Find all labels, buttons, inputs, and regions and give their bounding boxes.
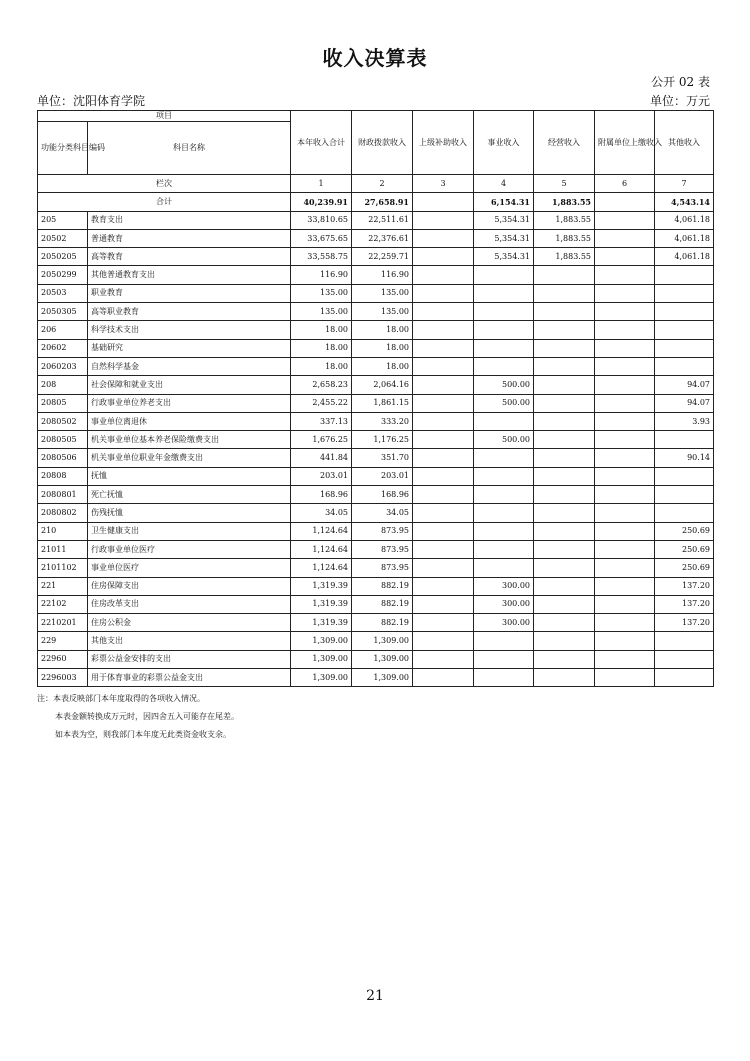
row-value <box>474 412 534 430</box>
row-value <box>413 669 474 687</box>
row-value <box>534 284 595 302</box>
table-row <box>38 449 714 467</box>
row-value <box>534 522 595 540</box>
row-code: 2050205 <box>38 248 88 266</box>
row-value <box>413 303 474 321</box>
row-value: 22,259.71 <box>352 248 413 266</box>
row-value <box>595 522 655 540</box>
row-value <box>413 540 474 558</box>
row-name: 用于体育事业的彩票公益金支出 <box>88 669 291 687</box>
row-value <box>474 504 534 522</box>
row-value <box>595 669 655 687</box>
row-value <box>534 632 595 650</box>
index-num: 6 <box>595 175 655 193</box>
row-value: 18.00 <box>291 357 352 375</box>
row-value: 250.69 <box>655 522 714 540</box>
row-value: 4,061.18 <box>655 229 714 247</box>
row-value <box>655 357 714 375</box>
table-row <box>38 669 714 687</box>
row-value: 203.01 <box>352 467 413 485</box>
row-value <box>595 540 655 558</box>
row-name: 死亡抚恤 <box>88 486 291 504</box>
note-2: 本表金额转换成万元时，因四舍五入可能存在尾差。 <box>55 712 239 721</box>
row-value <box>655 467 714 485</box>
row-code: 210 <box>38 522 88 540</box>
row-value: 34.05 <box>291 504 352 522</box>
row-value <box>655 339 714 357</box>
row-value <box>413 595 474 613</box>
row-value: 137.20 <box>655 614 714 632</box>
row-value: 33,675.65 <box>291 229 352 247</box>
row-code: 20503 <box>38 284 88 302</box>
row-value <box>534 669 595 687</box>
row-code: 2080802 <box>38 504 88 522</box>
table-row <box>38 632 714 650</box>
row-value: 18.00 <box>352 339 413 357</box>
row-value: 22,511.61 <box>352 211 413 229</box>
total-value <box>413 193 474 211</box>
row-value <box>595 449 655 467</box>
row-code: 20602 <box>38 339 88 357</box>
table-row <box>38 412 714 430</box>
page-title: 收入决算表 <box>322 46 428 70</box>
row-value: 250.69 <box>655 540 714 558</box>
row-value: 1,883.55 <box>534 211 595 229</box>
table-row <box>38 266 714 284</box>
row-value <box>595 431 655 449</box>
row-value: 5,354.31 <box>474 229 534 247</box>
row-value <box>595 632 655 650</box>
row-name: 社会保障和就业支出 <box>88 376 291 394</box>
row-value: 3.93 <box>655 412 714 430</box>
row-value <box>474 669 534 687</box>
header-code: 功能分类科目编码 <box>38 122 88 175</box>
row-value <box>595 650 655 668</box>
row-value <box>413 614 474 632</box>
page-number: 21 <box>366 988 384 1004</box>
row-code: 2080505 <box>38 431 88 449</box>
row-value: 1,883.55 <box>534 248 595 266</box>
row-value <box>534 266 595 284</box>
total-label: 合计 <box>38 193 291 211</box>
row-value <box>595 357 655 375</box>
row-value: 500.00 <box>474 394 534 412</box>
table-row <box>38 211 714 229</box>
row-value: 2,064.16 <box>352 376 413 394</box>
row-name: 卫生健康支出 <box>88 522 291 540</box>
row-value <box>413 284 474 302</box>
row-value: 500.00 <box>474 431 534 449</box>
row-code: 2296003 <box>38 669 88 687</box>
row-value: 33,558.75 <box>291 248 352 266</box>
row-value: 1,309.00 <box>352 669 413 687</box>
total-value: 40,239.91 <box>291 193 352 211</box>
row-value <box>413 577 474 595</box>
row-name: 事业单位医疗 <box>88 559 291 577</box>
row-name: 伤残抚恤 <box>88 504 291 522</box>
row-name: 高等职业教育 <box>88 303 291 321</box>
row-name: 抚恤 <box>88 467 291 485</box>
row-value: 116.90 <box>291 266 352 284</box>
table-row <box>38 303 714 321</box>
row-value <box>413 467 474 485</box>
header-row-project <box>38 111 714 122</box>
row-value: 137.20 <box>655 595 714 613</box>
income-table <box>37 110 714 687</box>
currency-unit: 单位：万元 <box>649 94 710 108</box>
row-value <box>474 650 534 668</box>
row-value <box>413 266 474 284</box>
row-value: 135.00 <box>352 303 413 321</box>
row-value <box>655 650 714 668</box>
row-name: 机关事业单位职业年金缴费支出 <box>88 449 291 467</box>
row-name: 机关事业单位基本养老保险缴费支出 <box>88 431 291 449</box>
row-name: 住房保障支出 <box>88 577 291 595</box>
table-row <box>38 321 714 339</box>
row-value: 300.00 <box>474 595 534 613</box>
row-value <box>595 467 655 485</box>
row-value <box>534 467 595 485</box>
row-value: 441.84 <box>291 449 352 467</box>
row-value: 882.19 <box>352 595 413 613</box>
row-value: 873.95 <box>352 522 413 540</box>
row-value: 1,309.00 <box>291 669 352 687</box>
row-value <box>413 248 474 266</box>
row-value: 2,658.23 <box>291 376 352 394</box>
row-code: 20808 <box>38 467 88 485</box>
total-value: 6,154.31 <box>474 193 534 211</box>
total-value <box>595 193 655 211</box>
row-value: 1,319.39 <box>291 614 352 632</box>
row-code: 2080506 <box>38 449 88 467</box>
row-value <box>655 284 714 302</box>
header-col-1: 本年收入合计 <box>291 111 352 175</box>
row-value <box>413 376 474 394</box>
header-col-3: 上级补助收入 <box>413 111 474 175</box>
row-value <box>534 650 595 668</box>
row-value <box>534 431 595 449</box>
row-name: 行政事业单位养老支出 <box>88 394 291 412</box>
row-value: 1,309.00 <box>291 650 352 668</box>
row-value: 873.95 <box>352 540 413 558</box>
row-value: 18.00 <box>352 321 413 339</box>
row-value <box>413 321 474 339</box>
row-code: 2101102 <box>38 559 88 577</box>
row-value <box>595 376 655 394</box>
row-value: 1,124.64 <box>291 559 352 577</box>
row-name: 职业教育 <box>88 284 291 302</box>
row-code: 208 <box>38 376 88 394</box>
total-value: 27,658.91 <box>352 193 413 211</box>
row-code: 2060203 <box>38 357 88 375</box>
row-value <box>534 376 595 394</box>
row-value <box>413 632 474 650</box>
row-value <box>413 357 474 375</box>
row-value <box>595 229 655 247</box>
row-code: 2080801 <box>38 486 88 504</box>
row-value <box>534 504 595 522</box>
row-value <box>595 394 655 412</box>
index-num: 1 <box>291 175 352 193</box>
row-value: 1,319.39 <box>291 595 352 613</box>
row-code: 21011 <box>38 540 88 558</box>
row-value <box>534 577 595 595</box>
row-code: 20805 <box>38 394 88 412</box>
row-value: 1,861.15 <box>352 394 413 412</box>
table-row <box>38 614 714 632</box>
row-value <box>534 595 595 613</box>
table-row <box>38 394 714 412</box>
row-value <box>534 339 595 357</box>
row-value: 135.00 <box>291 284 352 302</box>
row-value <box>413 650 474 668</box>
row-value <box>413 211 474 229</box>
row-value <box>534 357 595 375</box>
row-value: 333.20 <box>352 412 413 430</box>
row-value <box>474 449 534 467</box>
table-row <box>38 248 714 266</box>
row-value: 882.19 <box>352 577 413 595</box>
index-row <box>38 175 714 193</box>
row-value <box>413 522 474 540</box>
row-value <box>534 303 595 321</box>
row-value <box>474 540 534 558</box>
row-value <box>655 504 714 522</box>
row-value: 4,061.18 <box>655 211 714 229</box>
row-value <box>534 321 595 339</box>
total-value: 4,543.14 <box>655 193 714 211</box>
row-value: 1,124.64 <box>291 522 352 540</box>
row-value: 1,676.25 <box>291 431 352 449</box>
row-value: 882.19 <box>352 614 413 632</box>
row-value <box>595 266 655 284</box>
row-value: 250.69 <box>655 559 714 577</box>
row-value: 135.00 <box>352 284 413 302</box>
row-value: 1,883.55 <box>534 229 595 247</box>
row-value <box>474 632 534 650</box>
row-value <box>413 394 474 412</box>
index-num: 2 <box>352 175 413 193</box>
row-value: 116.90 <box>352 266 413 284</box>
row-name: 其他普通教育支出 <box>88 266 291 284</box>
row-value: 135.00 <box>291 303 352 321</box>
row-name: 行政事业单位医疗 <box>88 540 291 558</box>
note-1: 注：本表反映部门本年度取得的各项收入情况。 <box>37 694 205 703</box>
row-value <box>413 339 474 357</box>
row-value <box>595 595 655 613</box>
row-code: 2080502 <box>38 412 88 430</box>
table-row <box>38 650 714 668</box>
row-code: 22102 <box>38 595 88 613</box>
row-value: 300.00 <box>474 614 534 632</box>
row-code: 2050305 <box>38 303 88 321</box>
row-value: 337.13 <box>291 412 352 430</box>
row-value: 1,124.64 <box>291 540 352 558</box>
header-col-5: 经营收入 <box>534 111 595 175</box>
row-code: 20502 <box>38 229 88 247</box>
table-row <box>38 357 714 375</box>
row-value <box>413 431 474 449</box>
total-value: 1,883.55 <box>534 193 595 211</box>
row-value: 2,455.22 <box>291 394 352 412</box>
row-name: 基础研究 <box>88 339 291 357</box>
row-value: 1,319.39 <box>291 577 352 595</box>
row-value <box>534 412 595 430</box>
row-value: 4,061.18 <box>655 248 714 266</box>
row-value <box>655 431 714 449</box>
row-code: 229 <box>38 632 88 650</box>
table-row <box>38 376 714 394</box>
row-value: 1,176.25 <box>352 431 413 449</box>
row-code: 221 <box>38 577 88 595</box>
row-name: 高等教育 <box>88 248 291 266</box>
row-value <box>474 522 534 540</box>
row-value <box>595 614 655 632</box>
index-num: 3 <box>413 175 474 193</box>
row-value <box>474 467 534 485</box>
row-value: 5,354.31 <box>474 248 534 266</box>
table-row <box>38 577 714 595</box>
row-value: 1,309.00 <box>352 650 413 668</box>
row-value <box>655 669 714 687</box>
row-value <box>534 486 595 504</box>
row-value <box>413 449 474 467</box>
row-value <box>534 540 595 558</box>
row-value <box>595 284 655 302</box>
row-value <box>534 614 595 632</box>
table-row <box>38 467 714 485</box>
row-value <box>655 486 714 504</box>
row-value: 300.00 <box>474 577 534 595</box>
row-value <box>595 559 655 577</box>
row-value: 1,309.00 <box>291 632 352 650</box>
form-number: 公开 02 表 <box>651 75 710 89</box>
row-value: 500.00 <box>474 376 534 394</box>
row-value: 5,354.31 <box>474 211 534 229</box>
row-value <box>655 266 714 284</box>
row-value: 94.07 <box>655 394 714 412</box>
row-value: 34.05 <box>352 504 413 522</box>
row-code: 2050299 <box>38 266 88 284</box>
header-col-4: 事业收入 <box>474 111 534 175</box>
table-row <box>38 431 714 449</box>
row-value: 94.07 <box>655 376 714 394</box>
row-value <box>474 303 534 321</box>
row-name: 科学技术支出 <box>88 321 291 339</box>
row-name: 住房公积金 <box>88 614 291 632</box>
row-name: 其他支出 <box>88 632 291 650</box>
row-value <box>413 229 474 247</box>
header-col-2: 财政拨款收入 <box>352 111 413 175</box>
row-name: 事业单位离退休 <box>88 412 291 430</box>
row-value <box>655 632 714 650</box>
row-value <box>655 321 714 339</box>
header-col-7: 其他收入 <box>655 111 714 175</box>
row-value <box>595 504 655 522</box>
row-value: 168.96 <box>352 486 413 504</box>
row-value <box>413 486 474 504</box>
row-name: 住房改革支出 <box>88 595 291 613</box>
row-value: 18.00 <box>291 339 352 357</box>
row-value <box>595 486 655 504</box>
row-name: 自然科学基金 <box>88 357 291 375</box>
row-value <box>474 486 534 504</box>
row-code: 205 <box>38 211 88 229</box>
row-value <box>595 248 655 266</box>
table-row <box>38 339 714 357</box>
row-value <box>595 303 655 321</box>
row-value <box>413 504 474 522</box>
row-value <box>474 321 534 339</box>
row-value: 203.01 <box>291 467 352 485</box>
row-value: 18.00 <box>291 321 352 339</box>
note-3: 如本表为空，则我部门本年度无此类资金收支余。 <box>55 730 231 739</box>
row-value: 90.14 <box>655 449 714 467</box>
row-code: 2210201 <box>38 614 88 632</box>
row-value <box>474 339 534 357</box>
header-name: 科目名称 <box>88 122 291 175</box>
row-value: 18.00 <box>352 357 413 375</box>
row-value <box>474 559 534 577</box>
header-project: 项目 <box>38 111 291 122</box>
table-row <box>38 486 714 504</box>
row-value <box>534 449 595 467</box>
row-value: 22,376.61 <box>352 229 413 247</box>
row-value: 137.20 <box>655 577 714 595</box>
table-row <box>38 229 714 247</box>
header-col-6: 附属单位上缴收入 <box>595 111 655 175</box>
row-name: 教育支出 <box>88 211 291 229</box>
row-code: 206 <box>38 321 88 339</box>
row-value <box>534 394 595 412</box>
row-value <box>655 303 714 321</box>
index-label: 栏次 <box>38 175 291 193</box>
row-value <box>595 321 655 339</box>
index-num: 5 <box>534 175 595 193</box>
total-row <box>38 193 714 211</box>
row-value: 873.95 <box>352 559 413 577</box>
row-value <box>413 412 474 430</box>
row-value: 33,810.65 <box>291 211 352 229</box>
row-value <box>534 559 595 577</box>
row-name: 普通教育 <box>88 229 291 247</box>
row-value: 168.96 <box>291 486 352 504</box>
table-row <box>38 540 714 558</box>
table-row <box>38 522 714 540</box>
row-value <box>474 266 534 284</box>
row-value <box>595 577 655 595</box>
index-num: 7 <box>655 175 714 193</box>
row-value <box>595 339 655 357</box>
table-row <box>38 595 714 613</box>
row-name: 彩票公益金安排的支出 <box>88 650 291 668</box>
row-value: 1,309.00 <box>352 632 413 650</box>
row-value: 351.70 <box>352 449 413 467</box>
row-value <box>474 284 534 302</box>
notes <box>37 690 239 744</box>
table-row <box>38 559 714 577</box>
row-value <box>595 211 655 229</box>
row-value <box>413 559 474 577</box>
table-row <box>38 284 714 302</box>
row-value <box>595 412 655 430</box>
unit-name: 单位：沈阳体育学院 <box>37 94 146 108</box>
row-code: 22960 <box>38 650 88 668</box>
index-num: 4 <box>474 175 534 193</box>
table-row <box>38 504 714 522</box>
row-value <box>474 357 534 375</box>
